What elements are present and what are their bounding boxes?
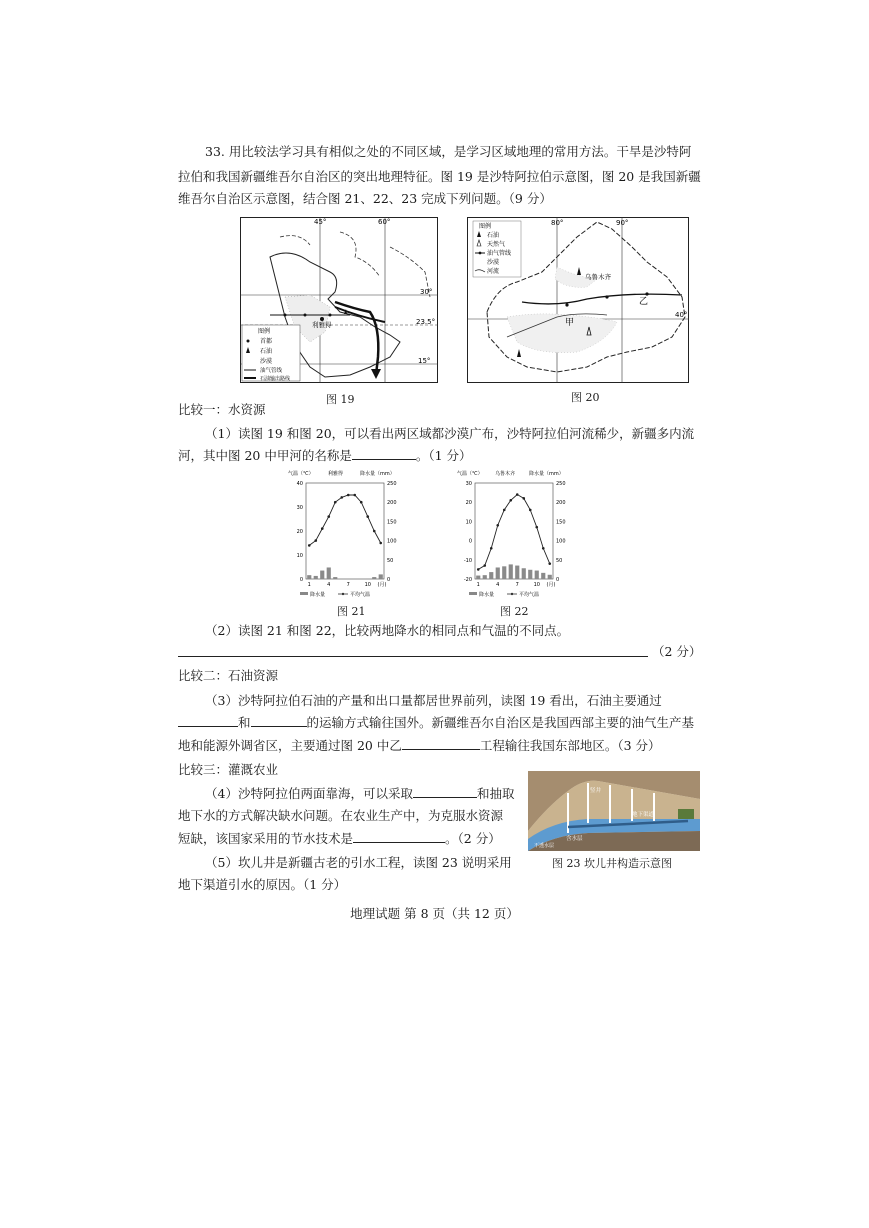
c21-y-right-tick: 150 [387,519,397,526]
q3-text-b: 的运输方式输往国外。新疆维吾尔自治区是我国西部主要的油气生产基 [306,715,695,730]
q3-answer-blank-2[interactable] [251,714,307,727]
c22-temp-point [496,524,499,527]
fig21-title-precip: 降水量（mm） [360,471,395,477]
c22-precip-bar [489,572,493,579]
fig23-label-canal: 地下渠道 [632,812,655,818]
q1-line2 [178,447,472,465]
fig19-caption: 图 19 [326,393,355,406]
c22-y-left-tick: 30 [465,481,472,487]
figure-21-climate-chart [286,467,404,605]
fig19-city-label: 利雅得 [312,321,332,329]
c22-y-right-tick: 0 [556,577,560,583]
q3-text-d: 工程输往我国东部地区。（3 分） [479,738,661,753]
c21-precip-bar [320,571,324,579]
fig23-label-impermeable: 不透水层 [534,843,555,849]
q5-line2: 地下渠道引水的原因。（1 分） [178,877,347,892]
q3-answer-blank-1[interactable] [178,714,238,727]
fig19-lon2-label: 60° [378,218,391,226]
page-footer: 地理试题 第 8 页（共 12 页） [350,906,519,921]
c22-temp-point [548,562,551,565]
fig20-label-jia: 甲 [565,318,575,328]
fig19-lat3-label: 15° [418,357,431,365]
c22-y-right-tick: 200 [556,500,566,507]
fig22-plot-area [475,483,553,579]
fig20-lon1-label: 80° [551,219,564,227]
fig20-legend-title: 图例 [479,223,492,230]
q4-text-d: 。（2 分） [445,831,501,846]
c21-temp-point [360,501,363,504]
q3-line2 [178,714,694,732]
c22-y-right-tick: 150 [556,519,566,526]
c21-temp-point [340,496,343,499]
q4-line2: 地下水的方式解决缺水问题。在农业生产中，为克服水资源 [178,808,504,823]
fig22-title-temp: 气温（℃） [457,471,483,477]
section2-title: 比较二：石油资源 [178,668,279,683]
fig20-legend-oil: 石油 [487,232,500,239]
c21-plot-frame [306,483,384,579]
c22-precip-bar [502,566,506,579]
fig20-legend-river: 河流 [487,268,500,275]
c22-y-right-tick: 100 [556,538,566,545]
c22-y-right-tick: 50 [556,557,563,564]
q4-line3 [178,830,501,848]
c21-precip-bar [379,574,383,579]
figure-20-xinjiang-map [467,217,689,383]
question-intro-line3: 维吾尔自治区示意图，结合图 21、22、23 完成下列问题。（9 分） [178,191,552,206]
fig22-legend-temp: 平均气温 [519,592,540,598]
q2-answer-line[interactable] [178,656,648,657]
c22-temp-line [478,495,550,570]
fig19-legend-desert: 沙漠 [260,358,273,365]
c22-y-left-tick: 20 [465,500,472,507]
c22-temp-point [542,547,545,550]
fig21-caption: 图 21 [337,605,366,618]
q4-answer-blank-2[interactable] [353,830,445,843]
c21-x-tick: (月) [377,582,387,588]
fig19-legend-pipeline: 油气管线 [260,368,283,374]
c21-temp-point [373,530,376,533]
c22-precip-bar [548,575,552,579]
c21-temp-point [347,494,350,497]
c22-x-tick: 10 [533,582,540,588]
fig19-lon1-label: 45° [314,218,327,226]
c21-y-right-tick: 200 [387,500,397,507]
fig19-lat1-label: 30° [420,288,433,296]
fig21-legend-temp: 平均气温 [350,592,371,598]
c21-precip-bar [372,577,376,579]
c22-y-left-tick: 10 [465,519,472,526]
q3-answer-blank-3[interactable] [402,737,480,750]
figure-19-saudi-map [240,217,438,383]
section3-title: 比较三：灌溉农业 [178,762,279,777]
q1-line1: （1）读图 19 和图 20，可以看出两区域都沙漠广布，沙特阿拉伯河流稀少，新疆多内流 [205,426,695,441]
c22-temp-point [483,564,486,567]
c22-precip-bar [522,568,526,579]
fig22-x-ticks [477,581,556,588]
fig19-legend-capital: 首都 [260,338,273,345]
c21-temp-point [308,544,311,547]
q4-text-c: 短缺，该国家采用的节水技术是 [178,831,354,846]
c22-x-tick: 7 [515,582,519,588]
c21-x-tick: 10 [364,582,371,588]
fig20-legend-gas: 天然气 [487,241,506,248]
fig21-title-city: 利雅得 [328,471,344,477]
q4-text-a: （4）沙特阿拉伯两面靠海，可以采取 [205,786,413,801]
c21-y-left-tick: 40 [296,481,303,487]
c22-temp-point [477,568,480,571]
c21-x-tick: 4 [327,582,331,588]
fig21-y-left-ticks [297,481,303,583]
fig20-lon2-label: 90° [616,219,629,227]
c22-precip-bar [528,570,532,579]
c21-y-left-tick: 30 [296,505,303,511]
q1-text-a: 河，其中图 20 中甲河的名称是 [178,448,352,463]
c21-temp-point [366,515,369,518]
fig20-city-label: 乌鲁木齐 [585,273,611,281]
fig21-y-right-ticks [387,481,397,583]
c22-precip-bar [496,567,500,579]
fig21-legend-precip: 降水量 [310,592,326,598]
c22-temp-point [490,547,493,550]
c21-precip-bar [307,575,311,579]
fig20-label-yi: 乙 [639,297,649,307]
c22-precip-bar [483,575,487,579]
section1-title: 比较一：水资源 [178,402,266,417]
fig22-title-city: 乌鲁木齐 [495,471,516,477]
c21-temp-point [379,542,382,545]
fig20-legend-pipeline: 油气管线 [487,250,512,257]
q3-and: 和 [238,715,251,730]
c22-y-left-tick: -20 [463,577,472,583]
fig23-caption: 图 23 坎儿井构造示意图 [552,857,672,870]
c22-precip-bar [515,566,519,579]
c21-x-tick: 1 [307,582,311,588]
c21-temp-point [353,494,356,497]
c21-temp-point [327,515,330,518]
fig22-y-right-ticks [556,481,566,583]
c22-temp-point [509,499,512,502]
c21-precip-bar [327,567,331,579]
c22-temp-point [535,526,538,529]
c22-precip-bar [535,571,539,579]
fig22-caption: 图 22 [500,605,529,618]
c21-temp-point [334,501,337,504]
c22-y-right-tick: 250 [556,481,566,487]
c21-x-tick: 7 [346,582,350,588]
q1-answer-blank[interactable] [352,447,416,460]
q4-text-b: 和抽取 [476,786,515,801]
fig19-legend-title: 图例 [258,328,271,335]
c22-y-left-tick: 0 [468,538,472,545]
c21-y-right-tick: 0 [387,577,391,583]
figure-22-climate-chart [455,467,573,605]
c21-y-left-tick: 0 [299,577,303,583]
c22-temp-point [529,509,532,512]
fig20-caption: 图 20 [571,391,600,404]
c21-temp-point [314,539,317,542]
fig22-title-precip: 降水量（mm） [529,471,564,477]
c22-x-tick: 1 [476,582,480,588]
c21-y-right-tick: 50 [387,557,394,564]
fig23-label-aquifer: 含水层 [566,836,583,842]
c22-temp-point [503,509,506,512]
q4-line1 [205,785,514,803]
c21-y-left-tick: 10 [296,553,303,559]
q4-answer-blank-1[interactable] [413,785,477,798]
q3-text-c: 地和能源外调省区，主要通过图 20 中乙 [178,738,402,753]
q2-score: （2 分） [652,644,702,659]
q2-text: （2）读图 21 和图 22，比较两地降水的相同点和气温的不同点。 [205,623,570,638]
fig21-plot-area [306,483,384,579]
question-intro-line1: 33. 用比较法学习具有相似之处的不同区域，是学习区域地理的常用方法。干旱是沙特阿 [205,144,692,159]
c22-x-tick: (月) [546,582,556,588]
c21-temp-point [321,527,324,530]
fig21-title-temp: 气温（℃） [288,471,314,477]
c21-precip-bar [314,576,318,579]
fig20-legend-desert: 沙漠 [487,259,500,266]
fig22-legend-precip: 降水量 [479,592,495,598]
c22-temp-point [516,493,519,496]
fig19-legend-oil: 石油 [260,348,273,355]
q1-text-b: 。（1 分） [415,448,472,463]
question-intro-line2: 拉伯和我国新疆维吾尔自治区的突出地理特征。图 19 是沙特阿拉伯示意图，图 20 是我国新疆 [178,169,701,184]
fig19-legend-route: 石油输出路线 [260,376,291,382]
fig21-x-ticks [308,581,387,588]
c22-x-tick: 4 [496,582,500,588]
c21-y-right-tick: 100 [387,538,397,545]
c21-precip-bar [333,577,337,579]
fig20-lat1-label: 40° [675,311,688,319]
c22-precip-bar [541,573,545,579]
q3-line3 [178,737,661,755]
c21-y-left-tick: 20 [296,529,303,535]
c21-temp-line [309,495,381,545]
c21-y-right-tick: 250 [387,481,397,487]
figure-23-karez-diagram [528,771,700,851]
q5-line1: （5）坎儿井是新疆古老的引水工程，读图 23 说明采用 [205,855,512,870]
c22-precip-bar [509,564,513,579]
c22-temp-point [522,497,525,500]
c22-precip-bar [476,576,480,579]
fig19-lat2-label: 23.5° [416,318,436,326]
fig23-label-well: 竖井 [590,788,602,794]
c22-y-left-tick: -10 [463,557,472,564]
q3-line1: （3）沙特阿拉伯石油的产量和出口量都居世界前列，读图 19 看出，石油主要通过 [205,693,662,708]
fig22-y-left-ticks [464,481,472,583]
